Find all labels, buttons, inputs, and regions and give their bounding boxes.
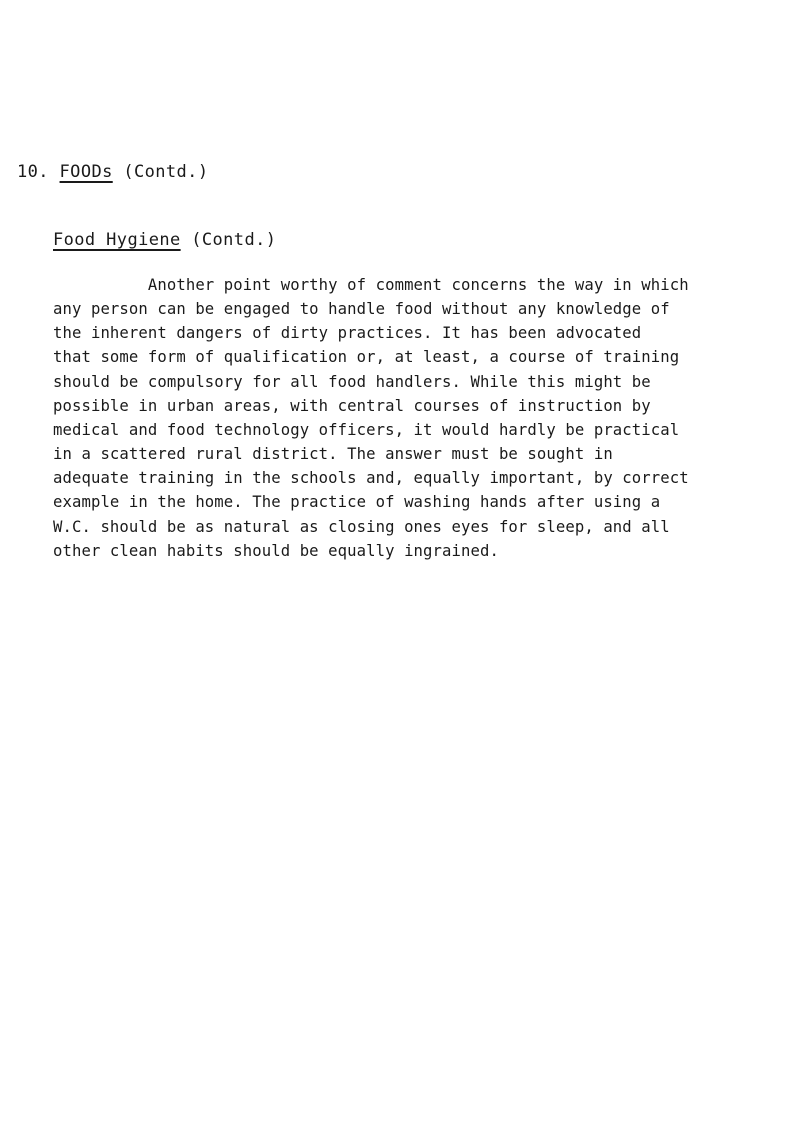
paragraph-line: Another point worthy of comment concerns the way in which	[53, 276, 689, 294]
paragraph-line: other clean habits should be equally ingrained.	[53, 541, 499, 560]
paragraph-line: that some form of qualification or, at least, a course of training	[53, 348, 680, 367]
paragraph-line: possible in urban areas, with central courses of instruction by	[53, 396, 651, 415]
paragraph-line: any person can be engaged to handle food without any knowledge of	[53, 300, 670, 319]
section-heading	[17, 160, 208, 184]
section-contd: (Contd.)	[123, 162, 209, 182]
paragraph-line: W.C. should be as natural as closing ones eyes for sleep, and all	[53, 517, 670, 536]
subsection-title: Food Hygiene	[53, 230, 181, 250]
paragraph-line: adequate training in the schools and, equally important, by correct	[53, 469, 689, 488]
paragraph-line: the inherent dangers of dirty practices. It has been advocated	[53, 324, 642, 343]
section-number: 10.	[17, 162, 49, 182]
section-title: FOODs	[59, 162, 113, 182]
paragraph-line: example in the home. The practice of washing hands after using a	[53, 493, 661, 512]
subsection-contd: (Contd.)	[191, 230, 277, 250]
body-paragraph	[53, 273, 743, 563]
paragraph-line: in a scattered rural district. The answer must be sought in	[53, 445, 613, 464]
paragraph-line: should be compulsory for all food handlers. While this might be	[53, 372, 651, 391]
paragraph-line: medical and food technology officers, it would hardly be practical	[53, 420, 680, 439]
subsection-heading	[53, 228, 276, 252]
